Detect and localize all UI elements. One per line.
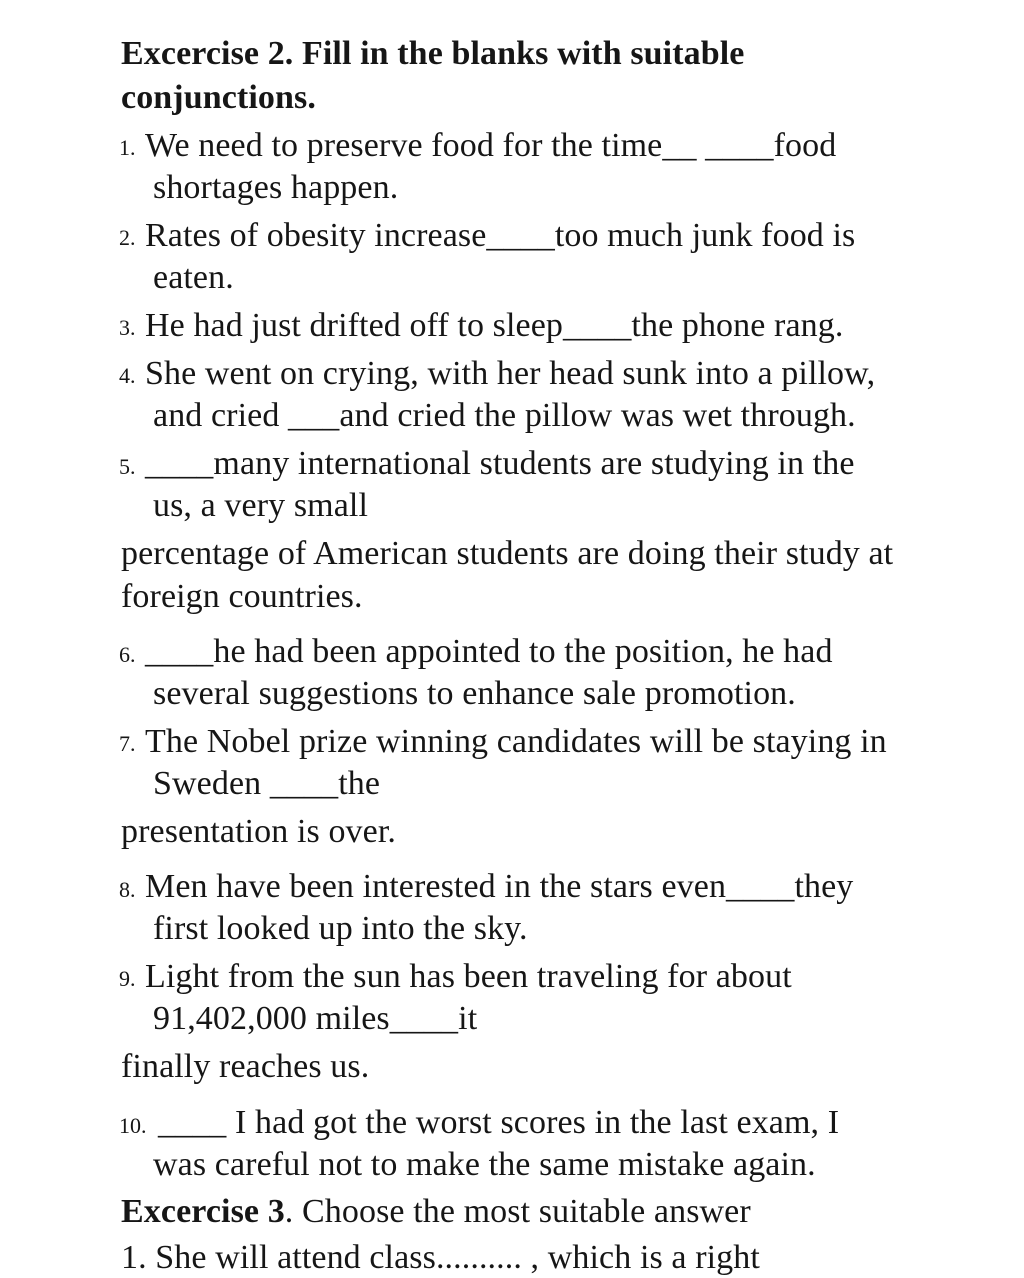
item-number-9: 9.: [119, 966, 136, 991]
item-4-line-1: She went on crying, with her head sunk into a pillow,: [145, 355, 876, 392]
exercise-3-title-rest: . Choose the most suitable answer: [284, 1193, 751, 1230]
item-number-2: 2.: [119, 225, 136, 250]
item-3-line-1: He had just drifted off to sleep____the phone rang.: [145, 307, 844, 344]
exercise-2-title-line-2: conjunctions.: [121, 79, 316, 116]
item-number-3: 3.: [119, 315, 136, 340]
item-9-line-2: 91,402,000 miles____it: [153, 1000, 478, 1037]
item-number-7: 7.: [119, 731, 136, 756]
exercise-3-title-bold: Excercise 3: [121, 1193, 285, 1230]
item-6-line-2: several suggestions to enhance sale promotion.: [153, 675, 796, 712]
item-10-line-1: ____ I had got the worst scores in the last exam, I: [158, 1104, 840, 1141]
item-number-1: 1.: [119, 135, 136, 160]
item-9-line-1: Light from the sun has been traveling for about: [145, 958, 792, 995]
item-number-10: 10.: [119, 1113, 147, 1138]
item-7-line-1: The Nobel prize winning candidates will be staying in: [145, 723, 887, 760]
item-5-continuation-2: foreign countries.: [121, 578, 363, 615]
item-2-line-1: Rates of obesity increase____too much junk food is: [145, 217, 856, 254]
item-7-continuation-1: presentation is over.: [121, 813, 396, 850]
item-8-line-1: Men have been interested in the stars even____they: [145, 868, 854, 905]
item-10-line-2: was careful not to make the same mistake again.: [153, 1146, 816, 1183]
item-number-4: 4.: [119, 363, 136, 388]
item-number-5: 5.: [119, 454, 136, 479]
exercise-3-title: [121, 1192, 751, 1232]
item-number-8: 8.: [119, 877, 136, 902]
item-2-line-2: eaten.: [153, 259, 234, 296]
item-4-line-2: and cried ___and cried the pillow was wet through.: [153, 397, 856, 434]
item-5-line-2: us, a very small: [153, 487, 368, 524]
item-number-6: 6.: [119, 642, 136, 667]
item-5-line-1: ____many international students are studying in the: [145, 445, 855, 482]
item-5-continuation-1: percentage of American students are doing their study at: [121, 535, 894, 572]
item-9-continuation-1: finally reaches us.: [121, 1048, 370, 1085]
item-7-line-2: Sweden ____the: [153, 765, 381, 802]
item-1-line-1: We need to preserve food for the time__ ____food: [145, 127, 837, 164]
exercise-2-title-line-1: Excercise 2. Fill in the blanks with suitable: [121, 35, 745, 72]
item-8-line-2: first looked up into the sky.: [153, 910, 528, 947]
exercise-3-item-1: 1. She will attend class.......... , which is a right: [121, 1239, 760, 1276]
item-6-line-1: ____he had been appointed to the position, he had: [145, 633, 833, 670]
item-1-line-2: shortages happen.: [153, 169, 399, 206]
